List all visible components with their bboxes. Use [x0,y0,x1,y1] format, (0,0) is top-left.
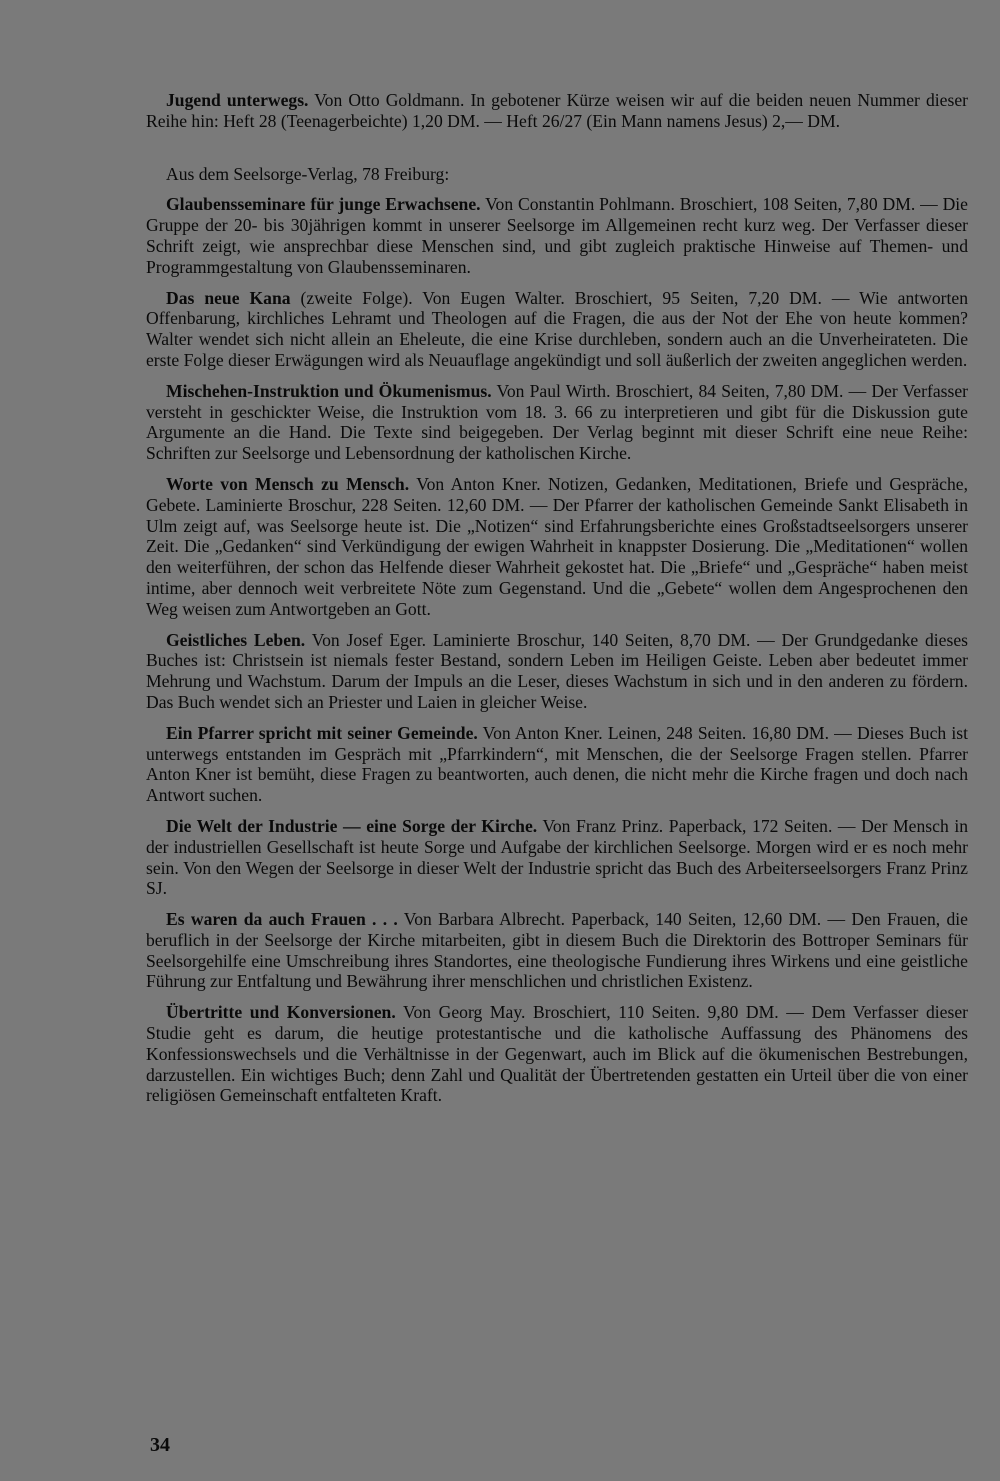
book-title: Mischehen-Instruktion und Ökumenismus. [166,380,492,401]
book-entry [146,909,968,992]
book-title: Es waren da auch Frauen . . . [166,909,398,930]
book-title: Worte von Mensch zu Mensch. [166,473,410,494]
book-entry [146,90,968,132]
book-description: Von Anton Kner. Notizen, Gedanken, Meditationen, Briefe und Gespräche, Gebete. Laminierte Broschur, 228 Seiten. 12,60 DM. — Der Pfarrer der katholischen Gemeinde Sankt Elisabeth in Ulm zeigt auf, was Seelsorge heute ist. Die „Notizen“ sind Erfahrungsberichte eines Großstadtseelsorgers unserer Zeit. Die „Gedanken“ sind Verkündigung der ewigen Wahrheit in knappster Dosierung. Die „Meditationen“ wollen den weiterführen, der schon das Helfende dieser Wahrheit gekostet hat. Die „Briefe“ und „Gespräche“ haben meist intime, aber dennoch weit verbreitete Nöte zum Gegenstand. Und die „Gebete“ wollen dem Angesprochenen den Weg weisen zum Antwortgeben an Gott. [146,473,968,619]
book-description: Von Franz Prinz. Paperback, 172 Seiten. — Der Mensch in der industriellen Gesellschaft ist heute Sorge und Aufgabe der kirchlichen Seelsorge. Morgen wird er es noch mehr sein. Von den Wegen der Seelsorge in dieser Welt der Industrie spricht das Buch des Arbeiterseelsorgers Franz Prinz SJ. [146,815,968,899]
publisher-heading: Aus dem Seelsorge-Verlag, 78 Freiburg: [166,163,450,184]
book-description: Von Barbara Albrecht. Paperback, 140 Seiten, 12,60 DM. — Den Frauen, die beruflich in der Seelsorge der Kirche mitarbeiten, gibt in diesem Buch die Direktorin des Bottroper Seminars für Seelsorgehilfe eine Umschreibung ihres Standortes, eine theologische Fundierung ihres Wirkens und eine geistliche Führung zur Entfaltung und Bewährung ihrer menschlichen und christlichen Existenz. [146,909,968,992]
book-description: Von Constantin Pohlmann. Broschiert, 108 Seiten, 7,80 DM. — Die Gruppe der 20- bis 30jährigen kommt in unserer Seelsorge im Allgemeinen recht kurz weg. Der Verfasser dieser Schrift zeigt, wie ansprechbar diese Menschen sind, und gibt zugleich praktische Hinweise auf Themen- und Programmgestaltung von Glaubensseminaren. [146,194,968,277]
book-description: Von Anton Kner. Leinen, 248 Seiten. 16,80 DM. — Dieses Buch ist unterwegs entstanden im Gespräch mit „Pfarrkindern“, mit Menschen, die der Seelsorge Fragen stellen. Pfarrer Anton Kner ist bemüht, diese Fragen zu beantworten, auch denen, die nicht mehr die Kirche fragen und doch nach Antwort suchen. [146,722,968,806]
book-title: Das neue Kana [166,287,291,308]
book-entry [146,816,968,899]
book-description: Von Otto Goldmann. In gebotener Kürze weisen wir auf die beiden neuen Nummer dieser Reihe hin: Heft 28 (Teenagerbeichte) 1,20 DM. — Heft 26/27 (Ein Mann namens Jesus) 2,— DM. [146,90,968,131]
book-entry [146,288,968,371]
book-title: Geistliches Leben. [166,629,306,650]
page-content [146,90,968,1116]
book-title: Die Welt der Industrie — eine Sorge der Kirche. [166,815,538,836]
book-entry [146,381,968,464]
book-title: Glaubensseminare für junge Erwachsene. [166,194,481,215]
book-title: Übertritte und Konversionen. [166,1002,396,1023]
book-description: Von Georg May. Broschiert, 110 Seiten. 9,80 DM. — Dem Verfasser dieser Studie geht es darum, die heutige protestantische und die katholische Auffassung des Phänomens des Konfessionswechsels und die Verhältnisse in der Gegenwart, auch im Blick auf die ökumenischen Bestrebungen, darzustellen. Ein wichtiges Buch; denn Zahl und Qualität der Übertretenden gestatten ein Urteil über die von einer religiösen Gemeinschaft entfalteten Kraft. [146,1002,968,1106]
book-title: Jugend unterwegs. [166,90,309,110]
book-entry [146,194,968,277]
book-title: Ein Pfarrer spricht mit seiner Gemeinde. [166,722,478,743]
book-entry [146,474,968,620]
book-entry [146,630,968,713]
book-description: Von Paul Wirth. Broschiert, 84 Seiten, 7,80 DM. — Der Verfasser versteht in geschickter Weise, die Instruktion vom 18. 3. 66 zu interpretieren und gibt für die Diskussion gute Argumente an die Hand. Die Texte sind beigegeben. Der Verlag beginnt mit dieser Schrift eine neue Reihe: Schriften zur Seelsorge und Lebensordnung der katholischen Kirche. [146,380,968,464]
book-entry [146,723,968,806]
book-description: (zweite Folge). Von Eugen Walter. Broschiert, 95 Seiten, 7,20 DM. — Wie antworten Offenbarung, kirchliches Lehramt und Theologen auf die Fragen, die aus der Not der Ehe von heute kommen? Walter wendet sich nicht allein an Eheleute, die eine Krise durchleben, sondern auch an die Unverheirateten. Die erste Folge dieser Erwägungen wird als Neuauflage angekündigt und soll äußerlich der zweiten angeglichen werden. [146,287,968,370]
book-description: Von Josef Eger. Laminierte Broschur, 140 Seiten, 8,70 DM. — Der Grundgedanke dieses Buches ist: Christsein ist niemals fester Bestand, sondern Leben im Heiligen Geiste. Leben aber bedeutet immer Mehrung und Wachstum. Darum der Impuls an die Leser, dieses Wachstum in sich und in den anderen zu fördern. Das Buch wendet sich an Priester und Laien in gleicher Weise. [146,629,968,712]
book-entry [146,1002,968,1106]
page-number: 34 [150,1434,170,1456]
